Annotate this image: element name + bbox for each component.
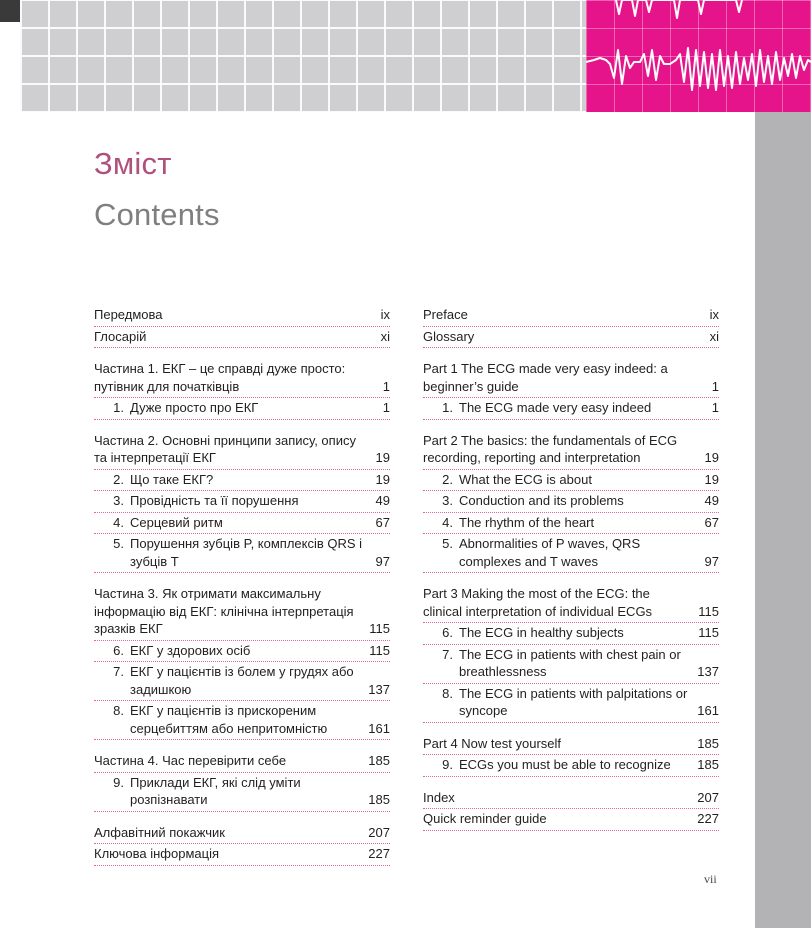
toc-entry-text: The ECG in healthy subjects: [459, 625, 624, 640]
toc-entry-title: Частина 2. Основні принципи запису, опису та інтерпретації ЕКГ: [94, 432, 356, 465]
toc-entry-page: 19: [704, 471, 719, 487]
toc-entry-page: 19: [704, 450, 719, 465]
toc-entry-page: ix: [709, 307, 719, 322]
toc-entry[interactable]: [94, 534, 390, 573]
toc-entry-number: 2.: [442, 471, 453, 487]
toc-entry[interactable]: [423, 491, 719, 513]
toc-entry-number: 6.: [442, 625, 453, 640]
toc-entry-page: 115: [698, 625, 719, 640]
toc-entry-title: [94, 492, 376, 510]
toc-entry-title: [94, 471, 376, 489]
toc-entry-title: Index: [423, 789, 455, 805]
toc-entry-title: Ключова інформація: [94, 846, 219, 861]
corner-crop-mark: [0, 0, 20, 22]
toc-entry[interactable]: [94, 584, 390, 641]
toc-entry-title: [423, 399, 712, 417]
toc-column-en: [423, 305, 719, 831]
page-title-en: Contents: [94, 197, 220, 232]
toc-gap: [423, 348, 719, 359]
toc-entry[interactable]: [94, 751, 390, 773]
toc-entry-page: xi: [380, 328, 390, 344]
toc-entry[interactable]: [94, 773, 390, 812]
toc-entry-number: 5.: [442, 536, 453, 551]
toc-entry[interactable]: [423, 305, 719, 327]
toc-entry-title: Частина 3. Як отримати максимальну інформацію від ЕКГ: клінічна інтерпретація зразків ЕКГ: [94, 586, 354, 636]
toc-entry-page: 19: [375, 471, 390, 487]
toc-entry-title: Частина 1. ЕКГ – це справді дуже просто: путівник для початківців: [94, 361, 346, 394]
toc-entry[interactable]: [423, 584, 719, 623]
toc-entry-title: Part 2 The basics: the fundamentals of ECG recording, reporting and interpretation: [423, 432, 678, 465]
toc-entry-page: 1: [711, 400, 719, 415]
toc-entry-title: [94, 514, 376, 532]
toc-gap: [94, 348, 390, 359]
toc-entry-title: [423, 685, 697, 720]
toc-entry-title: [94, 642, 369, 660]
toc-entry[interactable]: [423, 809, 719, 831]
toc-gap: [423, 777, 719, 788]
toc-entry[interactable]: [423, 359, 719, 398]
toc-entry-text: The ECG made very easy indeed: [459, 400, 652, 415]
toc-entry[interactable]: [94, 641, 390, 663]
toc-entry-text: Приклади ЕКГ, які слід уміти розпізнавати: [130, 774, 301, 807]
toc-entry-title: [94, 663, 368, 698]
toc-entry-number: 1.: [113, 400, 124, 415]
toc-entry-title: [94, 702, 368, 737]
toc-gap: [423, 723, 719, 734]
toc-entry[interactable]: [423, 623, 719, 645]
toc-entry-title: Частина 4. Час перевірити себе: [94, 753, 287, 768]
toc-entry[interactable]: [423, 513, 719, 535]
toc-entry-page: 185: [697, 735, 719, 751]
toc-entry[interactable]: [423, 534, 719, 573]
toc-entry[interactable]: [423, 470, 719, 492]
toc-entry-page: 19: [375, 450, 390, 465]
toc-gap: [94, 420, 390, 431]
toc-entry-page: 115: [369, 642, 390, 658]
toc-gap: [94, 740, 390, 751]
toc-entry[interactable]: [94, 662, 390, 701]
toc-entry[interactable]: [423, 788, 719, 810]
toc-entry[interactable]: [94, 701, 390, 740]
toc-entry-page: 227: [697, 811, 719, 826]
header-grid-band: [20, 0, 586, 112]
toc-entry-page: 97: [375, 553, 390, 569]
toc-entry-page: 67: [704, 514, 719, 530]
side-thumb-tab: [755, 112, 811, 928]
toc-entry-text: ЕКГ у здорових осіб: [130, 642, 251, 658]
toc-entry-page: 49: [704, 493, 719, 508]
ecg-trace-icon: [586, 0, 811, 112]
toc-entry-page: 115: [369, 621, 390, 636]
toc-entry-number: 9.: [113, 774, 124, 790]
toc-gap: [94, 573, 390, 584]
toc-entry[interactable]: [94, 431, 390, 470]
toc-entry-page: 67: [375, 514, 390, 530]
toc-entry-title: Глосарій: [94, 328, 147, 344]
toc-entry-title: Part 4 Now test yourself: [423, 735, 561, 751]
toc-entry-number: 8.: [442, 685, 453, 701]
toc-entry[interactable]: [423, 398, 719, 420]
toc-entry-page: 115: [698, 603, 719, 619]
toc-gap: [423, 573, 719, 584]
toc-entry-number: 5.: [113, 536, 124, 551]
toc-entry[interactable]: [94, 470, 390, 492]
toc-entry-page: 207: [697, 789, 719, 805]
toc-entry-title: [94, 535, 376, 570]
toc-entry-number: 2.: [113, 471, 124, 487]
toc-entry-page: 185: [697, 757, 719, 772]
toc-gap: [94, 812, 390, 823]
toc-entry[interactable]: [423, 684, 719, 723]
toc-entry[interactable]: [423, 431, 719, 470]
toc-entry[interactable]: [423, 755, 719, 777]
toc-entry[interactable]: [423, 734, 719, 756]
toc-entry-title: Алфавітний покажчик: [94, 824, 225, 840]
toc-entry-number: 4.: [442, 514, 453, 530]
toc-entry-page: 227: [368, 846, 390, 861]
toc-entry-title: Glossary: [423, 328, 475, 344]
toc-entry-text: Abnormalities of P waves, QRS complexes and T waves: [459, 536, 641, 569]
toc-entry-page: 185: [368, 753, 390, 768]
toc-entry-title: [423, 492, 705, 510]
toc-entry-page: 137: [368, 681, 390, 697]
toc-entry[interactable]: [423, 645, 719, 684]
toc-entry[interactable]: [94, 305, 390, 327]
toc-entry-text: Дуже просто про ЕКГ: [130, 400, 259, 415]
toc-entry[interactable]: [94, 359, 390, 398]
toc-gap: [423, 420, 719, 431]
toc-entry-title: Part 3 Making the most of the ECG: the clinical interpretation of individual ECGs: [423, 586, 653, 619]
toc-entry-page: 1: [382, 378, 390, 394]
page-number: vii: [704, 872, 717, 886]
toc-entry-text: Серцевий ритм: [130, 514, 223, 530]
toc-entry-number: 8.: [113, 703, 124, 718]
toc-entry-number: 9.: [442, 757, 453, 772]
toc-entry-number: 1.: [442, 400, 453, 415]
toc-entry-text: The ECG in patients with palpitations or syncope: [459, 685, 688, 718]
toc-entry-text: The rhythm of the heart: [459, 514, 595, 530]
header-ecg-band: [586, 0, 811, 112]
toc-entry-number: 4.: [113, 514, 124, 530]
toc-column-uk: [94, 305, 390, 866]
toc-entry-page: 185: [368, 792, 390, 807]
toc-entry-number: 3.: [442, 493, 453, 508]
toc-entry-text: ECGs you must be able to recognize: [459, 757, 671, 772]
toc-entry-number: 7.: [113, 664, 124, 679]
toc-entry-text: What the ECG is about: [459, 471, 592, 487]
toc-entry-page: 97: [704, 553, 719, 569]
toc-entry-page: xi: [709, 328, 719, 344]
toc-entry-title: [423, 514, 705, 532]
toc-entry-page: 207: [368, 824, 390, 840]
toc-entry-title: Quick reminder guide: [423, 811, 547, 826]
toc-entry-text: Що таке ЕКГ?: [130, 471, 214, 487]
toc-entry-page: 161: [697, 703, 719, 718]
toc-entry-title: [423, 471, 705, 489]
toc-entry-text: Провідність та її порушення: [130, 493, 299, 508]
toc-entry[interactable]: [94, 398, 390, 420]
toc-entry-title: [94, 774, 368, 809]
toc-entry-title: [94, 399, 383, 417]
toc-entry-title: [423, 535, 705, 570]
toc-entry-page: 1: [382, 400, 390, 415]
toc-entry[interactable]: [423, 327, 719, 349]
toc-entry-page: 161: [368, 720, 390, 736]
toc-entry[interactable]: [94, 491, 390, 513]
toc-entry-text: ЕКГ у пацієнтів із прискореним серцебиттям або непритомністю: [130, 703, 328, 736]
toc-entry[interactable]: [94, 327, 390, 349]
toc-entry-page: ix: [380, 307, 390, 322]
toc-entry-text: The ECG in patients with chest pain or breathlessness: [459, 646, 681, 679]
toc-entry-text: Порушення зубців P, комплексів QRS і зубців T: [130, 536, 363, 569]
toc-entry-title: Передмова: [94, 307, 163, 322]
toc-entry-title: Part 1 The ECG made very easy indeed: a beginner’s guide: [423, 361, 668, 394]
page-title-uk: Зміст: [94, 146, 172, 181]
toc-entry-page: 137: [697, 664, 719, 679]
toc-entry-number: 6.: [113, 642, 124, 658]
toc-entry-text: Conduction and its problems: [459, 493, 624, 508]
toc-entry[interactable]: [94, 844, 390, 866]
toc-entry-page: 1: [711, 378, 719, 394]
toc-entry-title: [423, 624, 698, 642]
toc-entry-text: ЕКГ у пацієнтів із болем у грудях або задишкою: [130, 664, 354, 697]
toc-entry[interactable]: [94, 513, 390, 535]
toc-entry-title: [423, 646, 697, 681]
toc-entry[interactable]: [94, 823, 390, 845]
toc-entry-number: 3.: [113, 493, 124, 508]
toc-entry-title: [423, 756, 697, 774]
toc-entry-title: Preface: [423, 307, 468, 322]
toc-entry-number: 7.: [442, 646, 453, 662]
toc-entry-page: 49: [375, 493, 390, 508]
